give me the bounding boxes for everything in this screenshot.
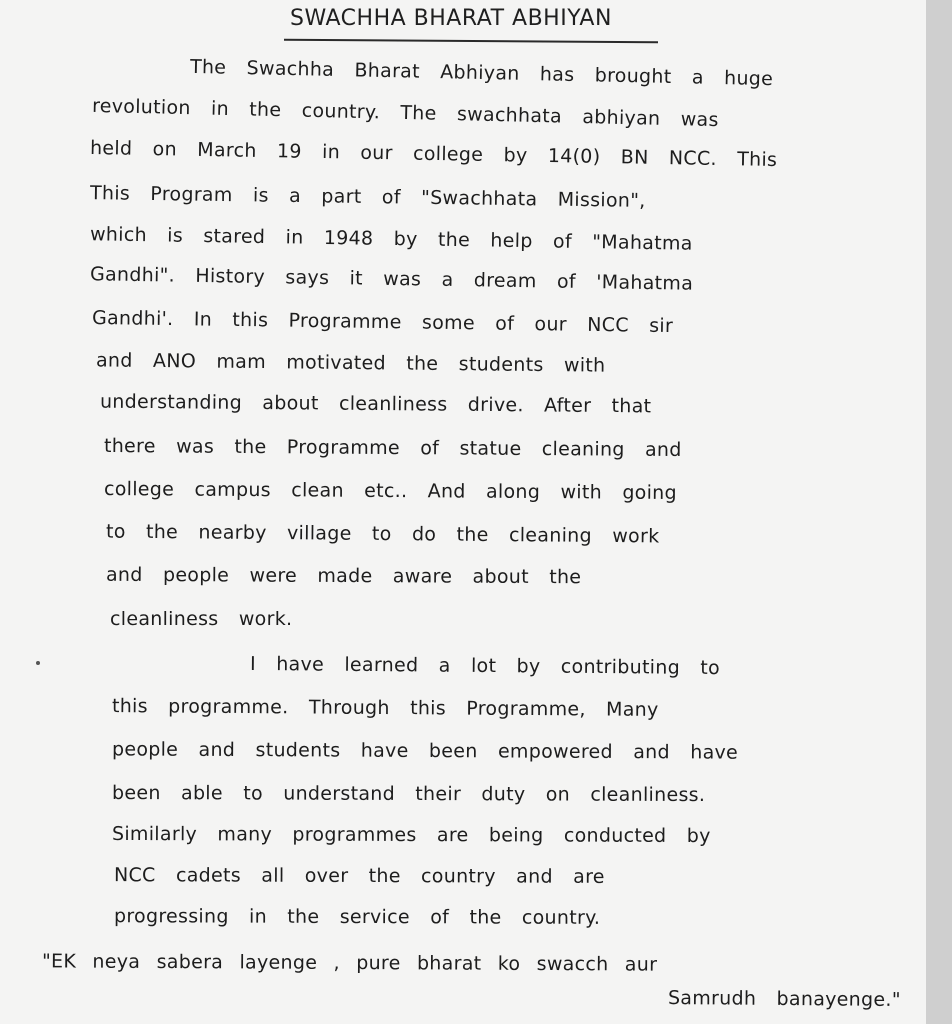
text-line: Gandhi'. In this Programme some of our NCC sir (91, 306, 674, 338)
text-line: held on March 19 in our college by 14(0) BN NCC. This (89, 137, 778, 171)
text-line: and ANO mam motivated the students with (95, 349, 606, 377)
text-line: cleanliness work. (110, 608, 293, 630)
page-title: SWACHHA BHARAT ABHIYAN (290, 6, 612, 31)
stray-dot (36, 661, 40, 665)
page-edge (926, 0, 952, 1024)
text-line: which is stared in 1948 by the help of "Mahatma (89, 223, 693, 255)
title-underline (284, 39, 658, 44)
text-line: I have learned a lot by contributing to (249, 652, 721, 680)
text-line: and people were made aware about the (105, 563, 582, 589)
text-line: revolution in the country. The swachhata abhiyan was (91, 94, 719, 132)
text-line: This Program is a part of "Swachhata Mission", (89, 182, 646, 212)
text-line: "EK neya sabera layenge , pure bharat ko swacch aur (41, 950, 658, 976)
text-line: there was the Programme of statue cleaning and (103, 434, 682, 462)
text-line: Gandhi". History says it was a dream of 'Mahatma (89, 263, 694, 295)
text-line: progressing in the service of the country. (113, 905, 601, 929)
text-line: been able to understand their duty on cleanliness. (111, 781, 706, 807)
text-line: The Swachha Bharat Abhiyan has brought a huge (189, 55, 774, 91)
text-line: people and students have been empowered and have (111, 738, 739, 764)
text-line: Similarly many programmes are being conducted by (111, 822, 711, 848)
text-line: to the nearby village to do the cleaning work (105, 520, 660, 548)
text-line: NCC cadets all over the country and are (113, 864, 605, 888)
text-line: this programme. Through this Programme, Many (111, 695, 659, 721)
text-line: understanding about cleanliness drive. After that (99, 390, 652, 418)
text-line: college campus clean etc.. And along with going (103, 478, 678, 504)
text-line: Samrudh banayenge." (667, 986, 901, 1012)
